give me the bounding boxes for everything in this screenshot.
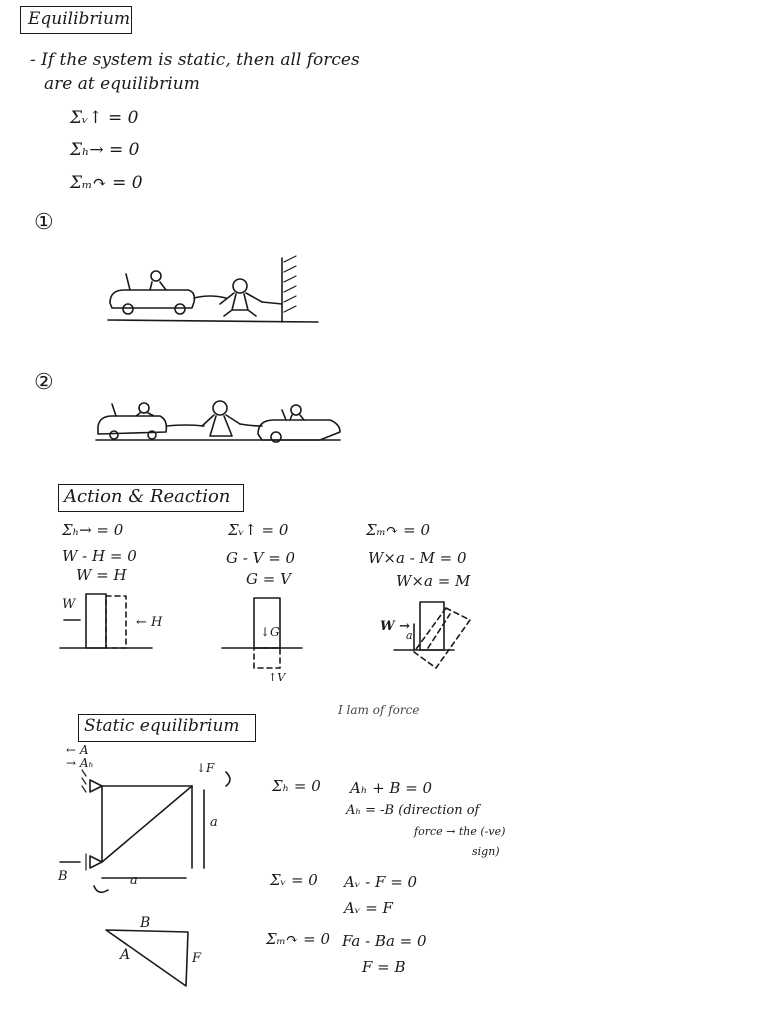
static-h1: Σₕ = 0 [272,777,321,795]
eq-moment: Σₘ↷ = 0 [70,173,143,193]
eq-vertical: Σᵥ↑ = 0 [70,108,139,128]
eq-horizontal: Σₕ→ = 0 [70,140,140,160]
col3-line2: W×a - M = 0 [368,549,467,567]
static-a-bottom: a [130,873,138,888]
col2-line2: G - V = 0 [226,549,296,567]
action-reaction-title: Action & Reaction [64,486,231,507]
col1-w-label: W [62,597,76,612]
static-f-label: ↓F [196,761,215,775]
static-ah-label: → Aₕ [66,756,94,770]
example-2-label: ② [34,370,54,395]
triangle-f-label: F [192,951,202,966]
static-h5: sign) [472,845,500,858]
col2-g-label: ↓G [260,625,280,639]
col1-line2: W - H = 0 [62,547,137,565]
col2-line1: Σᵥ↑ = 0 [228,521,289,539]
example-1-label: ① [34,210,54,235]
static-h4: force → the (-ve) [414,825,506,838]
faded-note: I lam of force [338,703,420,717]
col1-line3: W = H [76,566,127,584]
static-v2: Aᵥ - F = 0 [344,873,418,891]
triangle-a-label: A [120,947,131,963]
col2-v-label: ↑V [268,671,286,684]
col1-line1: Σₕ→ = 0 [62,521,124,539]
intro-line-1: - If the system is static, then all forces [30,50,360,70]
static-v3: Aᵥ = F [344,899,393,917]
static-a-label: ← A [66,743,89,757]
static-m2: Fa - Ba = 0 [342,932,427,950]
col3-line1: Σₘ↷ = 0 [366,521,431,539]
col2-line3: G = V [246,570,291,588]
static-h2: Aₕ + B = 0 [350,779,433,797]
static-m3: F = B [362,958,406,976]
static-a-side: a [210,815,218,830]
equilibrium-title: Equilibrium [28,9,131,29]
col1-h-label: ← H [136,615,163,630]
col3-line3: W×a = M [396,572,471,590]
col3-a-label: a [406,629,413,642]
col3-w-label: W → [380,619,411,634]
static-v1: Σᵥ = 0 [270,871,318,889]
intro-line-2: are at equilibrium [44,74,200,94]
static-title: Static equilibrium [84,716,240,736]
static-b-label: B [58,869,68,884]
static-h3: Aₕ = -B (direction of [346,803,480,818]
triangle-b-label: B [140,915,151,931]
static-m1: Σₘ↷ = 0 [266,930,331,948]
